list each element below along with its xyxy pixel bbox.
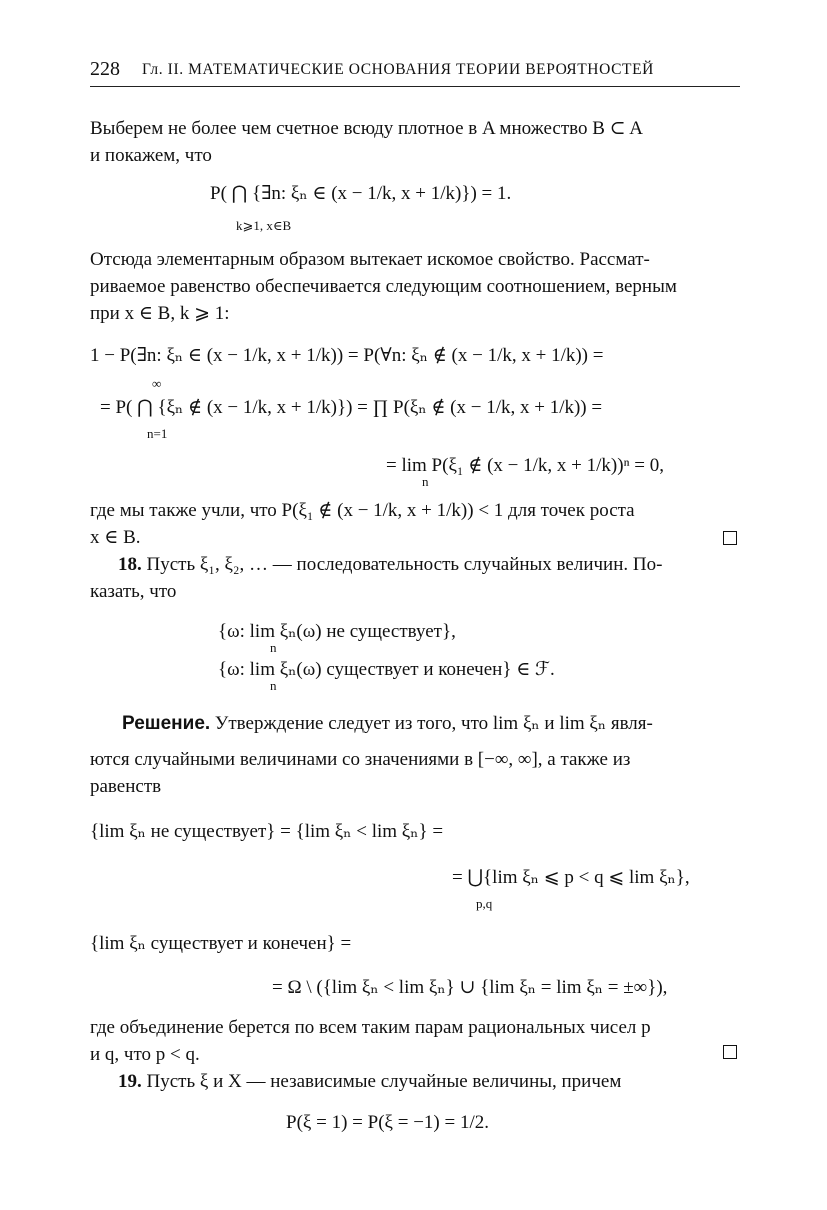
page-header — [90, 58, 740, 88]
set-1-lim-sub: n — [270, 640, 277, 655]
final-line-2: и q, что p < q. — [90, 1044, 200, 1065]
remark-line-2: x ∈ B. — [90, 527, 141, 548]
solution-text-1: Утверждение следует из того, что lim ξₙ и lim ξₙ явля- — [214, 713, 653, 734]
remark-line-1: где мы также учли, что P(ξ₁ ∉ (x − 1/k, x + 1/k)) < 1 для точек роста — [90, 500, 635, 521]
para2-line-1: Отсюда элементарным образом вытекает искомое свойство. Рассмат- — [90, 249, 650, 270]
set-1: {ω: lim ξₙ(ω) не существует}, — [218, 621, 456, 642]
para2-line-2: риваемое равенство обеспечивается следующим соотношением, верным — [90, 276, 677, 297]
problem-18-line-1: Пусть ξ₁, ξ₂, … — последовательность случайных величин. По- — [146, 554, 663, 575]
equation-2-product-sub: n=1 — [147, 426, 168, 441]
set-2: {ω: lim ξₙ(ω) существует и конечен} ∈ ℱ. — [218, 659, 555, 680]
problem-19-equation: P(ξ = 1) = P(ξ = −1) = 1/2. — [286, 1112, 489, 1133]
equation-2-product-sup: ∞ — [152, 376, 162, 391]
intro-line-2: и покажем, что — [90, 145, 212, 166]
equation-3-line-1: {lim ξₙ не существует} = {lim ξₙ < lim ξₙ} = — [90, 821, 444, 842]
page-number: 228 — [90, 58, 120, 80]
qed-square-icon — [723, 1045, 737, 1059]
solution-line-1 — [122, 710, 653, 737]
problem-19 — [118, 1068, 621, 1095]
equation-1: P( ⋂ {∃n: ξₙ ∈ (x − 1/k, x + 1/k)}) = 1. — [210, 183, 512, 204]
equation-2-line-1: 1 − P(∃n: ξₙ ∈ (x − 1/k, x + 1/k)) = P(∀n: ξₙ ∉ (x − 1/k, x + 1/k)) = — [90, 345, 604, 366]
set-2-lim-sub: n — [270, 678, 277, 693]
final-line-1: где объединение берется по всем таким парам рациональных чисел p — [90, 1017, 651, 1038]
equation-1-subscript: k⩾1, x∈B — [236, 218, 292, 233]
equation-3-union-sub: p,q — [476, 896, 493, 911]
equation-2-lim-sub: n — [422, 474, 429, 489]
problem-18 — [118, 551, 662, 578]
equation-4-line-1: {lim ξₙ существует и конечен} = — [90, 933, 352, 954]
problem-18-line-2: казать, что — [90, 581, 177, 602]
problem-19-number: 19. — [118, 1071, 142, 1092]
equation-4-line-2: = Ω \ ({lim ξₙ < lim ξₙ} ∪ {lim ξₙ = lim ξₙ = ±∞}), — [272, 977, 668, 998]
solution-line-2: ются случайными величинами со значениями в [−∞, ∞], а также из — [90, 749, 631, 770]
problem-18-number: 18. — [118, 554, 142, 575]
equation-2-line-3: = lim P(ξ₁ ∉ (x − 1/k, x + 1/k))ⁿ = 0, — [386, 455, 665, 476]
qed-square-icon — [723, 531, 737, 545]
equation-3-line-2: = ⋃{lim ξₙ ⩽ p < q ⩽ lim ξₙ}, — [452, 867, 690, 888]
equation-2-line-2: = P( ⋂ {ξₙ ∉ (x − 1/k, x + 1/k)}) = ∏ P(ξₙ ∉ (x − 1/k, x + 1/k)) = — [100, 397, 603, 418]
para2-line-3: при x ∈ B, k ⩾ 1: — [90, 303, 230, 324]
problem-19-line-1: Пусть ξ и X — независимые случайные величины, причем — [146, 1071, 622, 1092]
running-title: Гл. II. МАТЕМАТИЧЕСКИЕ ОСНОВАНИЯ ТЕОРИИ ВЕРОЯТНОСТЕЙ — [142, 61, 654, 78]
solution-label: Решение. — [122, 713, 211, 734]
solution-line-3: равенств — [90, 776, 162, 797]
intro-line-1: Выберем не более чем счетное всюду плотное в A множество B ⊂ A — [90, 118, 644, 139]
header-rule — [90, 86, 740, 87]
